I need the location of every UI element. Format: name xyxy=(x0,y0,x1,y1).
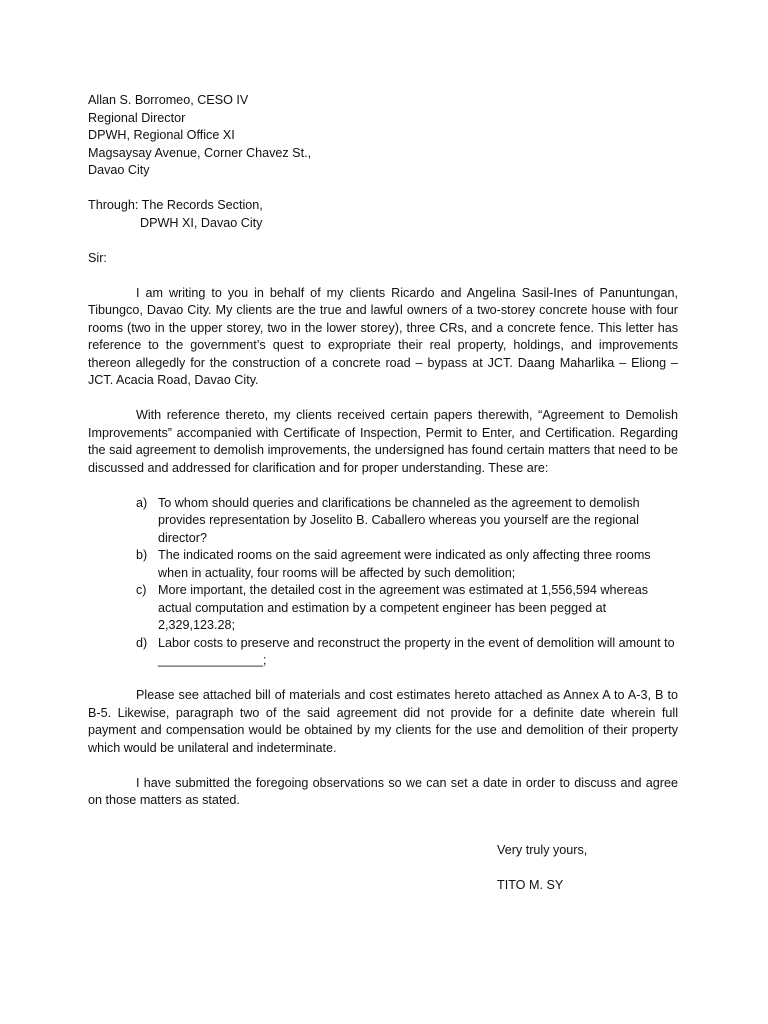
spacer xyxy=(88,267,678,285)
list-item-text: The indicated rooms on the said agreement were indicated as only affecting three rooms when in actuality, four rooms will be affected by such demolition; xyxy=(158,548,651,580)
list-item-text: More important, the detailed cost in the agreement was estimated at 1,556,594 whereas actual computation and estimation by a competent engineer has been pegged at 2,329,123.28; xyxy=(158,583,649,632)
spacer xyxy=(88,670,678,688)
addressee-name: Allan S. Borromeo, CESO IV xyxy=(88,93,249,107)
spacer xyxy=(88,180,678,198)
list-marker: d) xyxy=(136,635,148,650)
through-line-2: DPWH XI, Davao City xyxy=(140,215,263,230)
addressee-block xyxy=(88,92,678,180)
paragraph-2: With reference thereto, my clients received certain papers therewith, “Agreement to Demolish Improvements” accompanied with Certificate of Inspection, Permit to Enter, and Certification. Regarding the said agreement to demolish improvements, the undersigned has found certain matters that need to be discussed and addressed for clarification and for proper understanding. These are: xyxy=(88,408,678,475)
list-item xyxy=(88,582,678,635)
spacer xyxy=(88,757,678,775)
spacer xyxy=(88,477,678,495)
list-marker: c) xyxy=(136,583,147,597)
signatory-name: TITO M. SY xyxy=(497,878,564,892)
letter-body xyxy=(88,92,678,810)
list-marker: b) xyxy=(136,548,148,562)
list-item xyxy=(88,547,678,582)
concerns-list xyxy=(88,495,678,670)
spacer xyxy=(88,390,678,408)
complimentary-close: Very truly yours, xyxy=(497,843,588,857)
through-block xyxy=(88,197,678,232)
paragraph-4: I have submitted the foregoing observations so we can set a date in order to discuss and agree on those matters as stated. xyxy=(88,775,678,807)
salutation: Sir: xyxy=(88,250,107,265)
through-line-1: Through: The Records Section, xyxy=(88,198,263,212)
list-marker: a) xyxy=(136,495,148,510)
spacer xyxy=(88,232,678,250)
paragraph-1: I am writing to you in behalf of my clients Ricardo and Angelina Sasil-Ines of Panuntungan, Tibungco, Davao City. My clients are the true and lawful owners of a two-storey concrete house with four rooms (two in the upper storey, two in the lower storey), three CRs, and a concrete fence. This letter has reference to the government’s quest to expropriate their real property, holdings, and improvements thereon allegedly for the construction of a concrete road – bypass at JCT. Daang Maharlika – Eliong – JCT. Acacia Road, Davao City. xyxy=(88,285,678,387)
list-item xyxy=(88,635,678,670)
list-item-text: To whom should queries and clarifications be channeled as the agreement to demolish provides representation by Joselito B. Caballero whereas you yourself are the regional director? xyxy=(158,495,640,545)
addressee-city: Davao City xyxy=(88,163,150,177)
addressee-street: Magsaysay Avenue, Corner Chavez St., xyxy=(88,145,312,160)
list-item xyxy=(88,495,678,548)
paragraph-3: Please see attached bill of materials and cost estimates hereto attached as Annex A to A-3, B to B-5. Likewise, paragraph two of the said agreement did not provide for a definite date wherein full payment and compensation would be obtained by my clients for the use and demolition of their property which would be unilateral and indeterminate. xyxy=(88,688,678,755)
addressee-office: DPWH, Regional Office XI xyxy=(88,128,235,142)
list-item-text: Labor costs to preserve and reconstruct the property in the event of demolition will amount to _______________; xyxy=(158,635,675,667)
addressee-position: Regional Director xyxy=(88,110,186,125)
